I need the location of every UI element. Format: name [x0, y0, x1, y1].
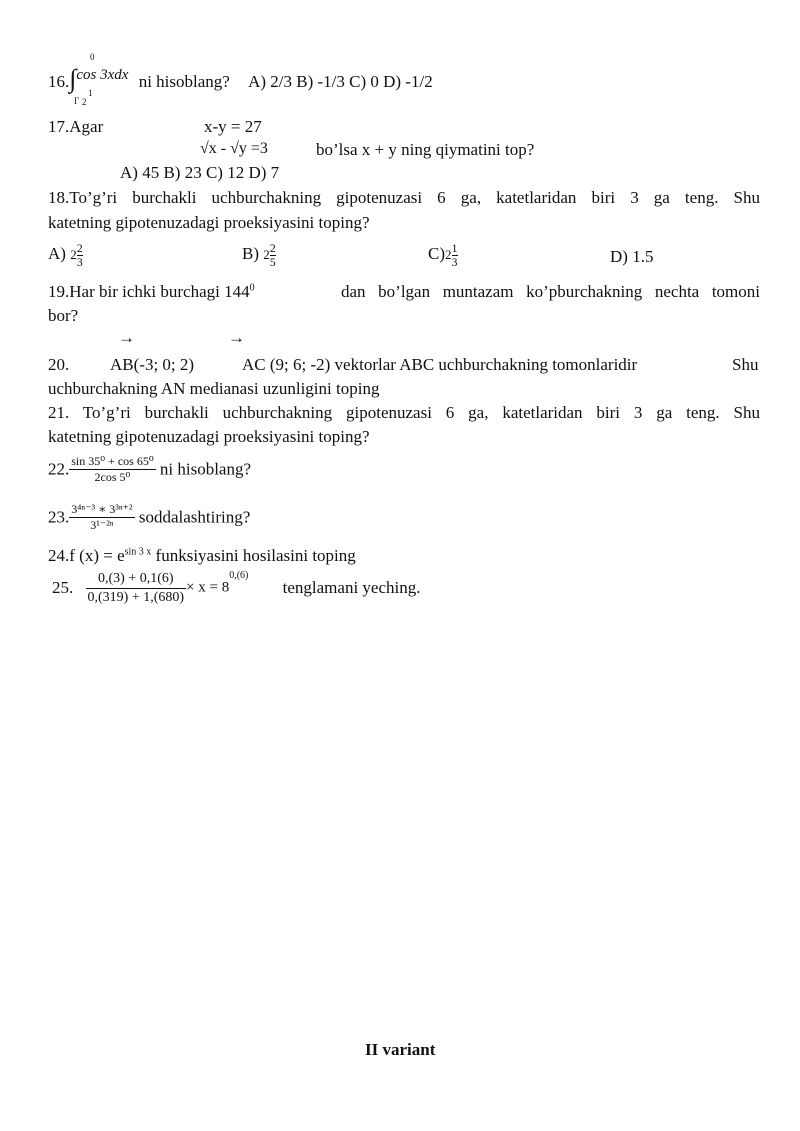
vector-ac: AC (9; 6; -2) vektorlar ABC uchburchakning tomonlaridir: [242, 355, 638, 374]
equation-1: x-y = 27: [204, 117, 262, 136]
integral-lower-denominator: 2: [82, 97, 87, 107]
question-21-line-1: 21. To’g’ri burchakli uchburchakning gipotenuzasi 6 ga, katetlaridan biri 3 ga teng. Shu: [48, 403, 760, 422]
question-19-part-2: dan bo’lgan muntazam ko’pburchakning nechta tomoni: [341, 282, 760, 301]
question-19-part-1: 19.Har bir ichki burchagi $144^0$: [48, 282, 255, 301]
vector-arrow-ac: →: [228, 328, 245, 347]
question-22: 22. $\frac{\text{sin 35⁰ + cos 65⁰}}{\text{2cos 5⁰}}$ ni hisoblang?: [48, 454, 252, 485]
equation-2: √x - √y =3: [200, 140, 268, 157]
question-17-options: A) 45 B) 23 C) 12 D) 7: [120, 163, 280, 182]
question-18-line-1: 18.To’g’ri burchakli uchburchakning gipotenuzasi 6 ga, katetlaridan biri 3 ga teng. Shu: [48, 188, 760, 207]
integral-sign: ∫: [69, 64, 77, 93]
question-24: 24.f $(x) = e^{sin 3 x}$ funksiyasini hosilasini toping: [48, 546, 356, 565]
question-18-option-c: C)2 $\frac{1}{3}$: [428, 241, 458, 269]
integral-upper-limit: 0: [90, 52, 95, 62]
question-20-number: 20.: [48, 355, 70, 374]
question-20-shu: Shu: [732, 355, 759, 374]
integral-lower-numerator: 1: [88, 88, 93, 98]
fraction: $\frac{0,(3) + 0,1(6)}{0,(319) + 1,(680)}$: [87, 571, 185, 605]
degree-symbol: 0: [249, 282, 255, 294]
question-18-option-d: D) 1.5: [610, 247, 654, 266]
question-21-line-2: katetning gipotenuzadagi proeksiyasini toping?: [48, 427, 370, 446]
question-number: 16.: [48, 72, 70, 91]
integrand: cos 3xdx: [76, 67, 129, 83]
fraction: $\frac{\text{sin 35⁰ + cos 65⁰}}{\text{2cos 5⁰}}$: [71, 454, 154, 485]
question-23: 23. $\frac{\text{3⁴ⁿ⁻³ ∗ 3³ⁿ⁺²}}{\text{3¹⁻²ⁿ}}$ soddalashtiring?: [48, 502, 251, 533]
question-text: ni hisoblang?: [138, 72, 230, 91]
vector-arrow-ab: →: [118, 328, 135, 347]
question-25: 25. $\frac{0,(3) + 0,1(6)}{0,(319) + 1,(680)}$ × $x = 8^{0,(6)}$ tenglamani yeching.: [52, 570, 421, 605]
integral-lower-prefix: Γ: [74, 96, 80, 106]
question-18-option-b: B) 2 $\frac{2}{5}$: [242, 241, 276, 269]
question-17-text: bo’lsa x + y ning qiymatini top?: [316, 140, 535, 159]
question-17-label: 17.Agar: [48, 117, 104, 136]
answer-options: A) 2/3 B) -1/3 C) 0 D) -1/2: [248, 72, 433, 91]
fraction: $\frac{\text{3⁴ⁿ⁻³ ∗ 3³ⁿ⁺²}}{\text{3¹⁻²ⁿ}}$: [71, 502, 133, 533]
question-18-line-2: katetning gipotenuzadagi proeksiyasini toping?: [48, 213, 370, 232]
question-20-line-2: uchburchakning AN medianasi uzunligini toping: [48, 379, 380, 398]
question-19-line-2: bor?: [48, 306, 79, 325]
question-18-option-a: A) 2 $\frac{2}{3}$: [48, 241, 83, 269]
question-16: [48, 64, 433, 94]
vector-ab: AB(-3; 0; 2): [110, 355, 195, 374]
variant-heading: II variant: [365, 1040, 436, 1059]
